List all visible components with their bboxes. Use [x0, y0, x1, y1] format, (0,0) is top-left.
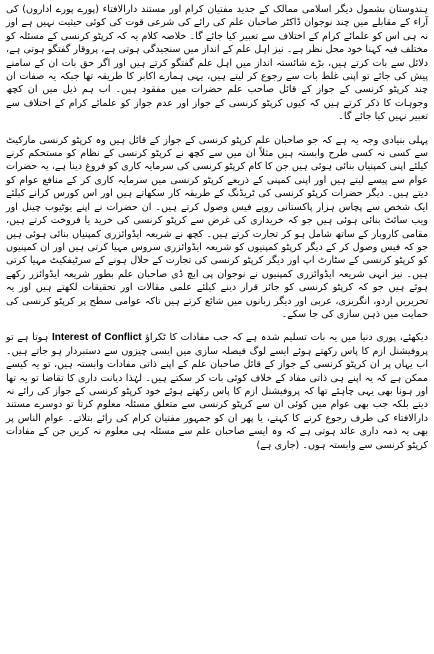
conflict-term: Interest of Conflict [52, 332, 142, 344]
paragraph-spacer [6, 124, 428, 134]
paragraph-3 [6, 331, 428, 452]
paragraph-spacer [6, 321, 428, 331]
paragraph-3-lead: دیکھئے، پوری دنیا میں یہ بات تسلیم شدہ ہے کہ جب مفادات کا ٹکراؤ [145, 332, 428, 344]
continued-marker: (جاری ہے) [256, 439, 300, 451]
paragraph-2: پہلی بنیادی وجہ یہ ہے کہ جو صاحبان علم کرپٹو کرنسی کے جواز کے قائل ہیں وہ کرپٹو کرنسی مارکیٹ سے کسی نہ کسی طرح وابستہ ہیں مثلاً ان میں سے کچھ نے کرپٹو کرنسی کے نظام کو مستحکم کرنے کیلئے اپنی کمپنیاں بنائی ہوئی ہیں جن کا کام کرپٹو کرنسی کی سرمایہ کاری کو فروغ دینا ہے، یہ حضرات عوام سے پیسے لیتے ہیں اور اپنی کمپنی کے ذریعے کرپٹو کرنسی میں سرمایہ کاری کر کے منافع عوام کو دیتے ہیں۔ دیگر حضرات کرپٹو کرنسی کی ٹریڈنگ کے طریقہ کار سکھاتے ہیں اور اس کورس کرانے کیلئے ایک شخص سے پچاس ہزار پاکستانی روپے فیس وصول کرتے ہیں۔ ان حضرات نے اپنے یوٹیوب چینل اور ویب سائٹ بنائی ہوئی ہیں جو کہ خریداری کی غرض سے کرپٹو کرنسی کی خرید یا فروخت کرتے ہیں، مقامی کاروبار کے ساتھ شامل ہو کر تجارت کرتے ہیں۔ کچھ نے شریعہ ایڈوائزری کمپنیاں بنائی ہوئی ہیں جو کہ فیس وصول کر کے دیگر کرپٹو کمپنیوں کو شریعہ ایڈوائزری سروس مہیا کرتی ہیں اور ان کمپنیوں کو کرپٹو کرنسی کے سٹارٹ اپ اور دیگر کرپٹو کرنسی کی تجارت کے حلال ہونے کے سرٹیفکیٹ مہیا کرتی ہیں۔ نیز انہی شریعہ ایڈوائزری کمپنیوں نے نوجوان پی ایچ ڈی صاحبان علم بطور شریعہ ایڈوائزر رکھے ہوئے ہیں جو کہ کرپٹو کرنسی کو جائز قرار دینے کیلئے علمی مقالات اور تحقیقات لکھتے ہیں اور یہ تحریریں اردو، انگریزی، عربی اور دیگر زبانوں میں شائع کرتے ہیں تاکہ عوامی سطح پر کرپٹو کرنسی کی حمایت میں ذہن سازی کی جا سکے۔ [6, 134, 428, 320]
paragraph-1: ہندوستان بشمول دیگر اسلامی ممالک کے جدید مفتیان کرام اور مستند دارالافتاء (پورے پورے اداروں) کی آراء کے مقابلے میں چند نوجوان ڈاکٹر صاحبان علم کی رائے کی شرعی قوت کی کوئی حیثیت نہیں ہے اور نہ ہی اس کو علمائے کرام کے اختلاف سے تعبیر کیا جائے گا۔ خلاصہ کلام یہ کہ کرپٹو کرنسی کے مسئلہ کو مختلف فیہ کہنا خود محل نظر ہے۔ نیز اہل علم کے انداز میں سنجیدگی ہوتی ہے، پروقار گفتگو ہوتی ہے، دلائل سے بات کرتے ہیں، بڑے شائستہ انداز میں اہل علم گفتگو کرتے ہیں اور اگر حق بات ان کے سامنے پیش کی جائے تو اپنی غلط بات سے رجوع کر لیتے ہیں، یہی ہمارے اکابر کا طریقہ تھا جبکہ یہ صفات ان چند کرپٹو کرنسی کے جواز کے قائل صاحب علم حضرات میں مفقود ہیں۔ اب ہم ذیل میں ان کچھ وجوہات کا ذکر کرتے ہیں کہ کیوں کرپٹو کرنسی کے جواز اور عدم جواز کو علمائے کرام کے اختلاف سے تعبیر نہیں کیا جائے گا۔ [6, 4, 428, 123]
paragraph-3-body: ہوتا ہے تو پروفیشنل ازم کا پاس رکھتے ہوئے ایسے لوگ فیصلہ سازی میں ایسی چیزوں سے دستبردار ہو جاتے ہیں۔ اب یہاں پر ان کرپٹو کرنسی کے جواز کے قائل صاحبان علم کے اپنے ذاتی مفادات وابستہ ہیں، تو یہ کیسے ممکن ہے کہ یہ اپنے ہی ذاتی مفاد کے خلاف کوئی بات کر سکتے ہیں۔ لہٰذا دیانت داری کا تقاضا تو یہ تھا اور ہونا بھی یہی چاہئے تھا کہ پروفیشنل ازم کا پاس رکھتے ہوئے خود کرپٹو کرنسی کے جواز کی رائے نہ دیتے بلکہ جب بھی عوام میں کوئی ان سے کرپٹو کرنسی سے متعلق مسئلہ معلوم کرتا تو دوسرے مستند دارالافتاء کی طرف رجوع کرنے کا کہتے، یا پھر ان کو جمہور مفتیان کرام کی رائے بتلاتے۔ عوام الناس پر بھی یہ ذمہ داری عائد ہوتی ہے کہ وہ ایسے صاحبان علم سے مسئلہ ہی معلوم نہ کریں جن کے مفادات کرپٹو کرنسی سے وابستہ ہوں۔ [6, 332, 428, 451]
article-page [6, 3, 428, 649]
